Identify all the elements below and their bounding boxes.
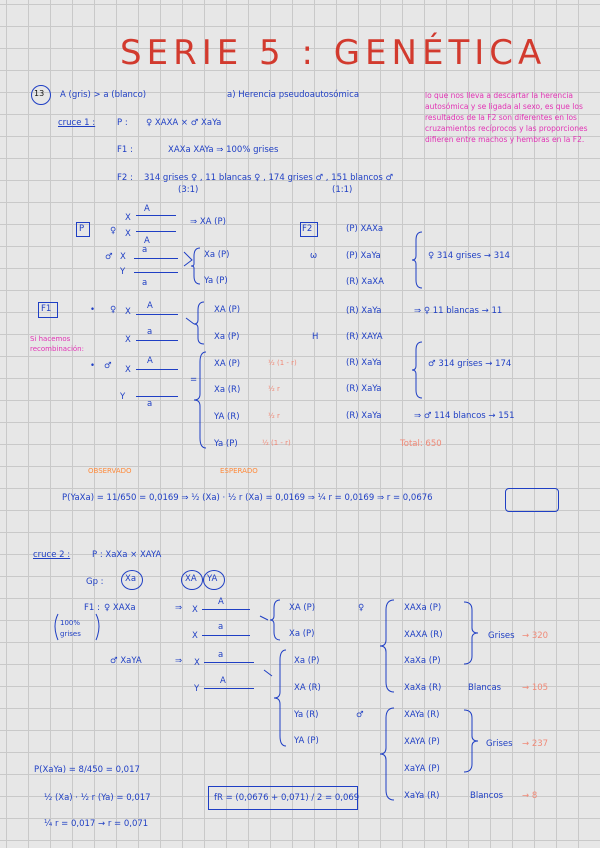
- cross2-f1-male: ♂ XaYA: [110, 656, 142, 666]
- cross1-p-label: P :: [117, 118, 128, 128]
- cross1-f1-line: XAXa XAYa ⇒ 100% grises: [168, 145, 279, 155]
- f2-row-1: (P) XAXa: [346, 224, 384, 234]
- cross2-res-m1: XAYa (R): [404, 710, 440, 720]
- cross2-f1-label: F1 :: [84, 603, 100, 613]
- f1-male-gamete-1: XA (P): [214, 359, 241, 369]
- f2-box-label: F2: [302, 224, 313, 234]
- cross2-res-f4: XaXa (R): [404, 683, 442, 693]
- cross1-f2-line: 314 grises ♀ , 11 blancas ♀ , 174 grises ♂ , 151 blancos ♂: [144, 173, 394, 183]
- equals-sign: =: [190, 375, 198, 385]
- brace: [184, 300, 214, 346]
- brace: [262, 648, 292, 748]
- p-box-label: P: [79, 224, 85, 234]
- f2-row-7: (R) XaYa: [346, 384, 382, 394]
- chrom-y: Y: [120, 392, 126, 402]
- cross2-label: cruce 2 :: [33, 550, 71, 560]
- allele-A: A: [218, 597, 224, 607]
- f1-male-gamete-4: Ya (P): [214, 439, 238, 449]
- f2-row-8: (R) XaYa: [346, 411, 382, 421]
- total-count: Total: 650: [400, 439, 442, 449]
- count-blancas: → 105: [522, 683, 549, 693]
- chromosome-line: [134, 272, 178, 273]
- chromosome-line: [136, 396, 178, 397]
- label-blancas: Blancas: [468, 683, 502, 693]
- f1-male-frac-1: ½ (1 - r): [268, 359, 297, 367]
- allele-A2: A: [144, 236, 150, 246]
- count-blancos: → 8: [522, 791, 538, 801]
- cross2-gm-1: Xa (P): [294, 656, 320, 666]
- label-grises-male: Grises: [486, 739, 513, 749]
- brace: [462, 708, 480, 774]
- chromosome-line: [136, 369, 178, 370]
- observado-label: OBSERVADO: [88, 467, 132, 475]
- brace: [410, 340, 424, 400]
- brace: [378, 598, 396, 694]
- chromosome-line: [202, 609, 250, 610]
- equals-sign: ⇒: [175, 603, 183, 613]
- count-grises-male: → 237: [522, 739, 549, 749]
- bullet: •: [90, 361, 96, 371]
- f1-female-gamete-1: XA (P): [214, 305, 241, 315]
- f2-row-4: (R) XaYa: [346, 306, 382, 316]
- f2-row-2: (P) XaYa: [346, 251, 381, 261]
- chromosome-line: [136, 231, 176, 232]
- allele-A: A: [147, 301, 153, 311]
- f2-row-5: (R) XAYA: [346, 332, 383, 342]
- count-grises-female: → 320: [522, 631, 549, 641]
- allele-a2: a: [142, 278, 148, 288]
- cross2-gm-2: XA (R): [294, 683, 321, 693]
- brace: [258, 598, 288, 642]
- cross2-res-f1: XAXa (P): [404, 603, 442, 613]
- f2-row-3: (R) XaXA: [346, 277, 384, 287]
- f2-mid-2: H: [312, 332, 319, 342]
- bullet: •: [90, 305, 96, 315]
- allele-a: a: [147, 399, 153, 409]
- male-symbol: ♂: [356, 710, 364, 720]
- chromosome-line: [134, 258, 178, 259]
- page-title: SERIE 5 : GENÉTICA: [120, 33, 547, 73]
- f1-male-frac-4: ½ (1 - r): [262, 439, 291, 447]
- brace: [378, 706, 396, 802]
- label-grises-female: Grises: [488, 631, 515, 641]
- gamete-xa-p2: Xa (P): [204, 250, 230, 260]
- cross2-res-m2: XAYA (P): [404, 737, 440, 747]
- pink-note: lo que nos lleva a descartar la herencia autosómica y se ligada al sexo, es que los resultados de la F2 son diferentes en los cruzamientos recíprocos y las proporciones difieren entre machos y hembras en la F2.: [425, 91, 588, 144]
- chromosome-line: [204, 662, 254, 663]
- cross2-res-m3: XaYA (P): [404, 764, 440, 774]
- cross2-gm-3: Ya (R): [294, 710, 319, 720]
- chrom-x: X: [125, 365, 131, 375]
- cross1-p-cross: ♀ XAXA × ♂ XaYa: [146, 118, 222, 128]
- allele-a: a: [218, 622, 224, 632]
- allele-a: a: [218, 650, 224, 660]
- brace: [410, 230, 424, 290]
- paren-bracket: [52, 612, 102, 642]
- f1-male-gamete-3: YA (R): [214, 412, 240, 422]
- cross2-res-f2: XAXA (R): [404, 630, 443, 640]
- chromosome-line: [136, 215, 176, 216]
- f1-male-frac-3: ½ r: [268, 412, 280, 420]
- calc1-equation: P(YaXa) = 11/650 = 0,0169 ⇒ ½ (Xa) · ½ r (Xa) = 0,0169 ⇒ ¼ r = 0,0169 ⇒ r = 0,0676: [62, 493, 433, 503]
- chrom-x: X: [125, 307, 131, 317]
- fr-result-box: [208, 786, 358, 810]
- cross2-p-line: P : XaXa × XAYA: [92, 550, 162, 560]
- chrom-x2: X: [125, 229, 131, 239]
- cross1-label: cruce 1 :: [58, 118, 96, 128]
- f2-result-2: ⇒ ♀ 11 blancas → 11: [414, 306, 503, 316]
- f2-mid-1: ω: [310, 251, 318, 261]
- chrom-x3: X: [120, 252, 126, 262]
- f2-result-3: ♂ 314 grises → 174: [428, 359, 512, 369]
- ratio-1-1: (1:1): [332, 185, 353, 195]
- male-symbol: ♂: [104, 361, 112, 371]
- chrom-x: X: [192, 605, 198, 615]
- cross2-pct: 100% grises: [60, 619, 81, 638]
- female-symbol: ♀: [358, 603, 365, 613]
- allele-a1: a: [142, 245, 148, 255]
- cross2-gm-4: YA (P): [294, 736, 319, 746]
- calc2-line-2: ½ (Xa) · ½ r (Ya) = 0,017: [44, 793, 151, 803]
- chromosome-line: [202, 635, 250, 636]
- f2-result-1: ♀ 314 grises → 314: [428, 251, 510, 261]
- cross1-f2-label: F2 :: [117, 173, 133, 183]
- f1-male-frac-2: ½ r: [268, 385, 280, 393]
- problem-number: 13: [34, 89, 45, 98]
- f2-row-6: (R) XaYa: [346, 358, 382, 368]
- cross2-gp-2: XA: [185, 574, 197, 584]
- f1-female-gamete-2: Xa (P): [214, 332, 240, 342]
- cross2-gf-1: XA (P): [289, 603, 316, 613]
- chrom-y: Y: [194, 684, 200, 694]
- allele-A: A: [147, 356, 153, 366]
- f1-male-gamete-2: Xa (R): [214, 385, 241, 395]
- chrom-x1: X: [125, 213, 131, 223]
- allele-a: a: [147, 327, 153, 337]
- cross2-res-f3: XaXa (P): [404, 656, 441, 666]
- cross2-gf-2: Xa (P): [289, 629, 315, 639]
- allele-A: A: [220, 676, 226, 686]
- chrom-x: X: [192, 631, 198, 641]
- gamete-ya-p: Ya (P): [204, 276, 228, 286]
- gamete-xa-p: ⇒ XA (P): [190, 217, 226, 227]
- label-blancos: Blancos: [470, 791, 504, 801]
- chromosome-line: [136, 340, 178, 341]
- female-symbol: ♀: [110, 226, 117, 236]
- cross1-f1-label: F1 :: [117, 145, 133, 155]
- equals-sign: ⇒: [175, 656, 183, 666]
- f1-box-label: F1: [41, 304, 52, 314]
- cross2-gp-3: YA: [207, 574, 218, 584]
- male-symbol: ♂: [105, 252, 113, 262]
- chrom-x: X: [194, 658, 200, 668]
- r-result-box: [505, 488, 559, 512]
- allele-A1: A: [144, 204, 150, 214]
- esperado-label: ESPERADO: [220, 467, 258, 475]
- cross2-f1-female: ♀ XAXa: [104, 603, 136, 613]
- recombination-frequency: fR = (0,0676 + 0,071) / 2 = 0,069: [214, 793, 360, 803]
- cross2-gp-1: Xa: [125, 574, 137, 584]
- chromosome-line: [204, 688, 254, 689]
- chrom-x: X: [125, 335, 131, 345]
- brace: [462, 600, 480, 666]
- f2-result-4: ⇒ ♂ 114 blancos → 151: [414, 411, 515, 421]
- calc2-line-3: ¼ r = 0,017 → r = 0,071: [44, 819, 149, 829]
- ratio-3-1: (3:1): [178, 185, 199, 195]
- recombination-note: Si hacemos recombinación:: [30, 335, 84, 353]
- chromosome-line: [136, 314, 178, 315]
- chrom-y1: Y: [120, 267, 126, 277]
- brace: [186, 350, 216, 450]
- calc2-line-1: P(XaYa) = 8/450 = 0,017: [34, 765, 140, 775]
- problem-statement: A (gris) > a (blanco): [60, 90, 147, 100]
- cross2-res-m4: XaYa (R): [404, 791, 440, 801]
- part-a-title: a) Herencia pseudoautosómica: [227, 90, 360, 100]
- cross2-gp-label: Gp :: [86, 577, 104, 587]
- female-symbol: ♀: [110, 305, 117, 315]
